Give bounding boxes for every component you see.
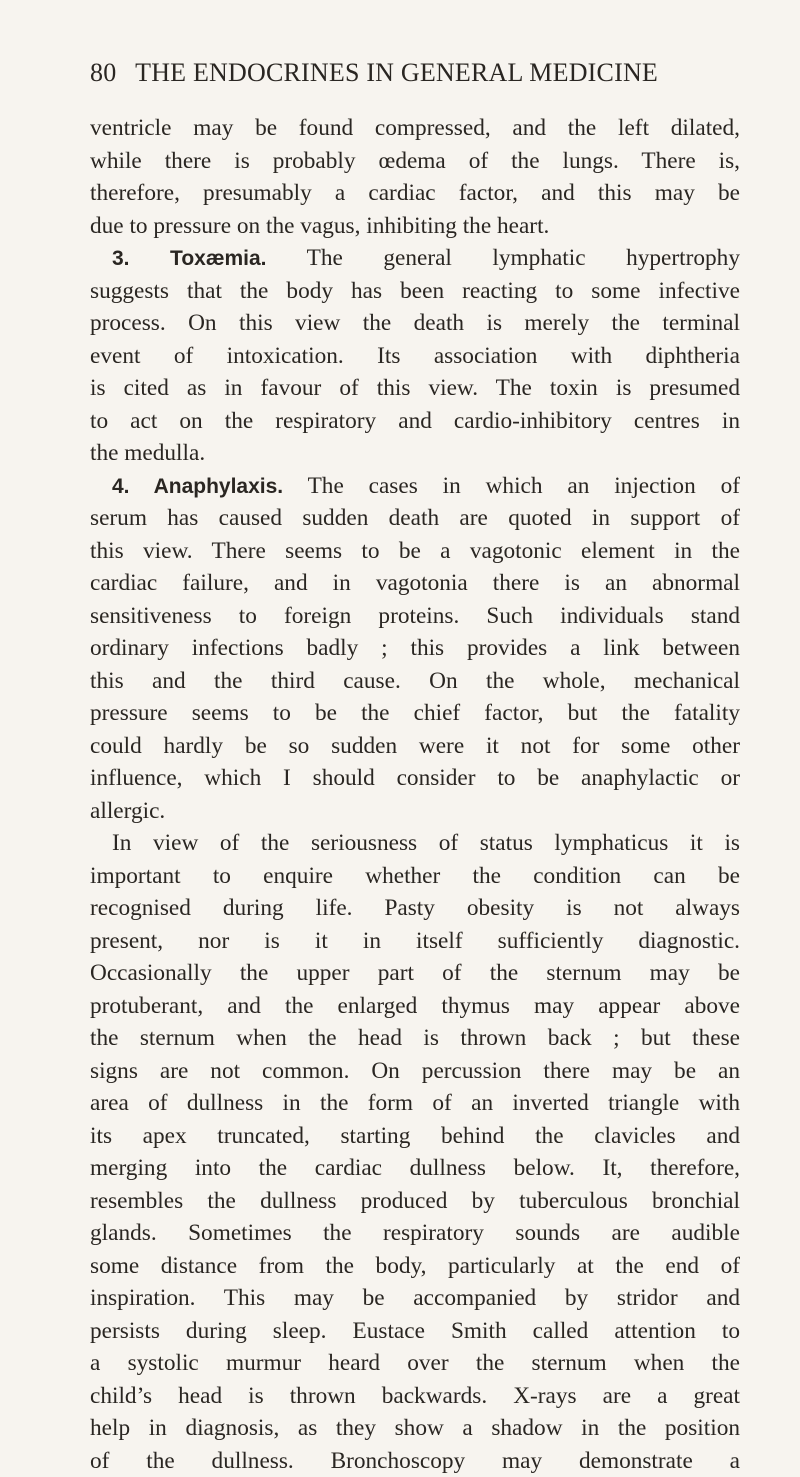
- line-text: therefore, presumably a cardiac factor, and this may be: [90, 180, 740, 206]
- line-text: while there is probably œdema of the lungs. There is,: [90, 148, 740, 174]
- text-line: [90, 1445, 740, 1477]
- text-line: [90, 340, 740, 373]
- running-title: THE ENDOCRINES IN GENERAL MEDICINE: [135, 58, 658, 88]
- line-text: The cases in which an injection of: [283, 473, 740, 499]
- line-text: important to enquire whether the condition can be: [90, 863, 740, 889]
- text-line: [90, 1347, 740, 1380]
- text-line: [90, 1022, 740, 1055]
- text-line: [90, 275, 740, 308]
- text-line: [90, 1412, 740, 1445]
- line-text: this view. There seems to be a vagotonic element in the: [90, 538, 740, 564]
- line-text: persists during sleep. Eustace Smith called attention to: [90, 1318, 740, 1344]
- running-header: [90, 58, 740, 98]
- line-text: to act on the respiratory and cardio-inhibitory centres in: [90, 408, 740, 434]
- line-text: recognised during life. Pasty obesity is not always: [90, 895, 740, 921]
- line-text: process. On this view the death is merely the terminal: [90, 310, 740, 336]
- line-text: In view of the seriousness of status lymphaticus it is: [112, 830, 740, 856]
- text-line: [90, 730, 740, 763]
- text-line: [90, 665, 740, 698]
- text-line: [90, 1055, 740, 1088]
- text-line: [90, 470, 740, 503]
- line-text: inspiration. This may be accompanied by stridor and: [90, 1285, 740, 1311]
- line-text: some distance from the body, particularly at the end of: [90, 1253, 740, 1279]
- text-line: [90, 1152, 740, 1185]
- text-line: [90, 892, 740, 925]
- line-text: help in diagnosis, as they show a shadow in the position: [90, 1415, 740, 1441]
- line-text: is cited as in favour of this view. The toxin is presumed: [90, 375, 740, 401]
- text-line: [90, 990, 740, 1023]
- line-text: sensitiveness to foreign proteins. Such individuals stand: [90, 603, 740, 629]
- text-line: [90, 210, 740, 243]
- text-line: [90, 437, 740, 470]
- text-line: [90, 1282, 740, 1315]
- text-line: [90, 1120, 740, 1153]
- line-text: protuberant, and the enlarged thymus may appear above: [90, 993, 740, 1019]
- line-text: pressure seems to be the chief factor, but the fatality: [90, 700, 740, 726]
- section-heading: 4. Anaphylaxis.: [112, 475, 283, 498]
- line-text: ventricle may be found compressed, and the left dilated,: [90, 115, 740, 141]
- line-text: suggests that the body has been reacting to some infective: [90, 278, 740, 304]
- text-line: [90, 762, 740, 795]
- text-line: [90, 697, 740, 730]
- line-text: area of dullness in the form of an inverted triangle with: [90, 1090, 740, 1116]
- line-text: ordinary infections badly ; this provides a link between: [90, 635, 740, 661]
- line-text: allergic.: [90, 798, 165, 824]
- line-text: event of intoxication. Its association with diphtheria: [90, 343, 740, 369]
- line-text: a systolic murmur heard over the sternum when the: [90, 1350, 740, 1376]
- line-text: The general lymphatic hypertrophy: [267, 245, 740, 271]
- text-line: [90, 112, 740, 145]
- line-text: merging into the cardiac dullness below. It, therefore,: [90, 1155, 740, 1181]
- text-line: [90, 1087, 740, 1120]
- line-text: serum has caused sudden death are quoted in support of: [90, 505, 740, 531]
- text-line: [90, 242, 740, 275]
- line-text: this and the third cause. On the whole, mechanical: [90, 668, 740, 694]
- text-line: [90, 502, 740, 535]
- text-line: [90, 1315, 740, 1348]
- line-text: the medulla.: [90, 440, 205, 466]
- text-line: [90, 827, 740, 860]
- text-line: [90, 307, 740, 340]
- text-line: [90, 600, 740, 633]
- line-text: the sternum when the head is thrown back ; but these: [90, 1025, 740, 1051]
- text-line: [90, 145, 740, 178]
- body-text: [90, 112, 740, 1477]
- text-line: [90, 1380, 740, 1413]
- text-line: [90, 535, 740, 568]
- text-line: [90, 632, 740, 665]
- text-line: [90, 1185, 740, 1218]
- line-text: glands. Sometimes the respiratory sounds are audible: [90, 1220, 740, 1246]
- page-number: 80: [90, 58, 116, 88]
- line-text: present, nor is it in itself sufficiently diagnostic.: [90, 928, 740, 954]
- line-text: of the dullness. Bronchoscopy may demonstrate a: [90, 1448, 740, 1474]
- line-text: due to pressure on the vagus, inhibiting the heart.: [90, 213, 549, 239]
- line-text: could hardly be so sudden were it not for some other: [90, 733, 740, 759]
- text-line: [90, 795, 740, 828]
- text-line: [90, 405, 740, 438]
- line-text: child’s head is thrown backwards. X-rays are a great: [90, 1383, 740, 1409]
- text-line: [90, 372, 740, 405]
- line-text: influence, which I should consider to be anaphylactic or: [90, 765, 740, 791]
- text-line: [90, 567, 740, 600]
- line-text: its apex truncated, starting behind the clavicles and: [90, 1123, 740, 1149]
- text-line: [90, 177, 740, 210]
- line-text: Occasionally the upper part of the sternum may be: [90, 960, 740, 986]
- text-line: [90, 1250, 740, 1283]
- text-line: [90, 925, 740, 958]
- section-heading: 3. Toxæmia.: [112, 247, 267, 270]
- text-line: [90, 1217, 740, 1250]
- line-text: signs are not common. On percussion there may be an: [90, 1058, 740, 1084]
- text-line: [90, 860, 740, 893]
- line-text: cardiac failure, and in vagotonia there is an abnormal: [90, 570, 740, 596]
- line-text: resembles the dullness produced by tuberculous bronchial: [90, 1188, 740, 1214]
- text-line: [90, 957, 740, 990]
